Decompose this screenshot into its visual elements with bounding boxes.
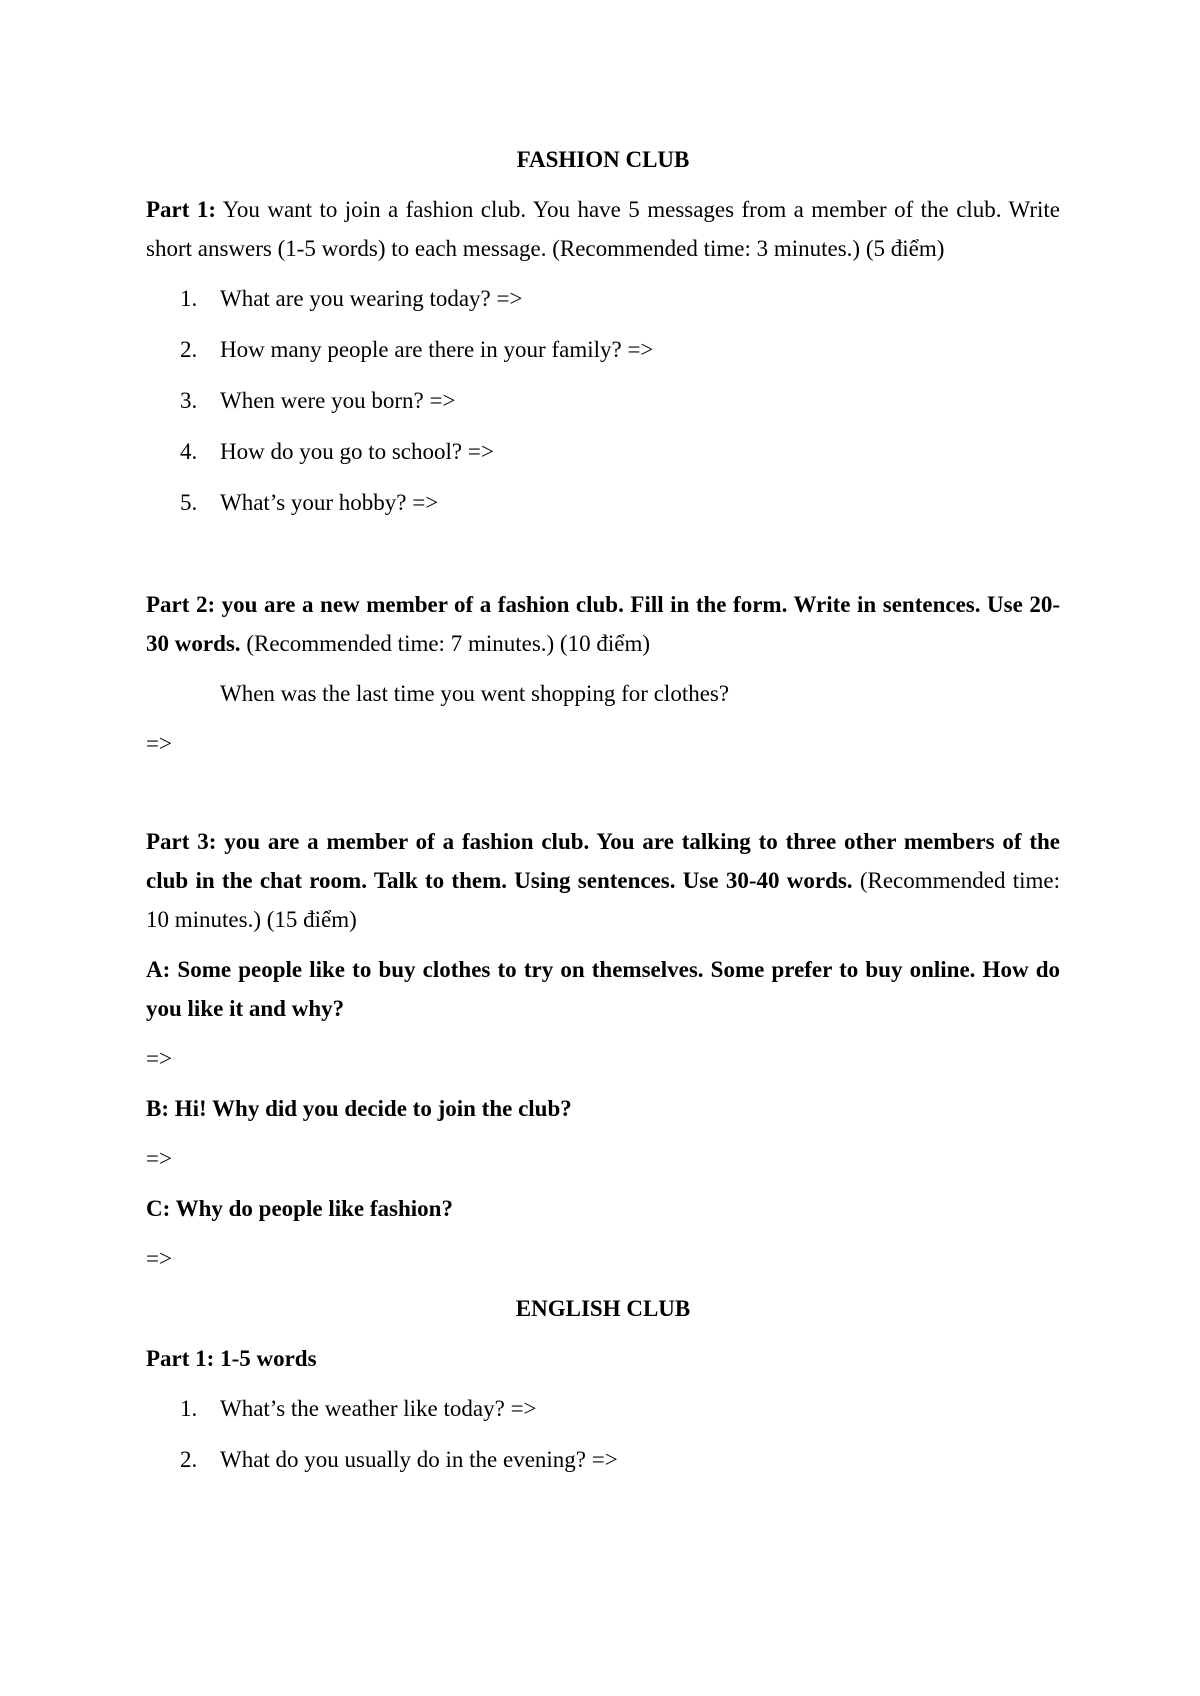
english-part1-label: Part 1: 1-5 words xyxy=(146,1346,317,1371)
fashion-part3-answer-a: => xyxy=(146,1046,172,1071)
question-number: 4. xyxy=(180,439,198,464)
document-page xyxy=(146,140,1060,1491)
fashion-part1-question-list xyxy=(146,279,1060,522)
list-item xyxy=(146,1440,1060,1479)
question-text: How many people are there in your family? => xyxy=(220,337,654,362)
fashion-part3-question-c: C: Why do people like fashion? xyxy=(146,1196,453,1221)
fashion-part2-bold: Part 2: you are a new member of a fashion club. Fill in the form. Write in sentences. Use 20-30 words. xyxy=(146,592,1060,656)
list-item xyxy=(146,483,1060,522)
fashion-part3-answer-b: => xyxy=(146,1146,172,1171)
question-number: 3. xyxy=(180,388,198,413)
question-number: 5. xyxy=(180,490,198,515)
fashion-part2-question: When was the last time you went shopping for clothes? xyxy=(220,681,730,706)
question-number: 1. xyxy=(180,1396,198,1421)
fashion-part3-question-b: B: Hi! Why did you decide to join the club? xyxy=(146,1096,572,1121)
spacer xyxy=(146,534,1060,585)
fashion-part2-instructions xyxy=(146,585,1060,663)
list-item xyxy=(146,1389,1060,1428)
fashion-part3-bold: Part 3: you are a member of a fashion club. You are talking to three other members of the club in the chat room. Talk to them. Using sentences. Use 30-40 words. xyxy=(146,829,1060,893)
question-number: 2. xyxy=(180,337,198,362)
question-text: What do you usually do in the evening? => xyxy=(220,1447,618,1472)
fashion-part2-normal: (Recommended time: 7 minutes.) (10 điểm) xyxy=(240,631,650,656)
fashion-part1-label: Part 1: xyxy=(146,197,217,222)
fashion-part1-instructions xyxy=(146,190,1060,268)
question-text: What’s your hobby? => xyxy=(220,490,439,515)
english-part1-question-list xyxy=(146,1389,1060,1479)
question-text: What are you wearing today? => xyxy=(220,286,523,311)
spacer xyxy=(146,774,1060,822)
question-number: 1. xyxy=(180,286,198,311)
question-text: When were you born? => xyxy=(220,388,456,413)
list-item xyxy=(146,330,1060,369)
fashion-club-title: FASHION CLUB xyxy=(516,147,690,172)
question-text: How do you go to school? => xyxy=(220,439,494,464)
list-item xyxy=(146,381,1060,420)
list-item xyxy=(146,279,1060,318)
fashion-part1-text: You want to join a fashion club. You have 5 messages from a member of the club. Write short answers (1-5 words) to each message. (Recommended time: 3 minutes.) (5 điểm) xyxy=(146,197,1060,261)
fashion-part2-answer: => xyxy=(146,731,172,756)
fashion-part3-answer-c: => xyxy=(146,1246,172,1271)
fashion-part3-question-a: A: Some people like to buy clothes to try on themselves. Some prefer to buy online. How do you like it and why? xyxy=(146,957,1060,1021)
english-club-title: ENGLISH CLUB xyxy=(515,1296,691,1321)
fashion-part3-instructions xyxy=(146,822,1060,939)
question-text: What’s the weather like today? => xyxy=(220,1396,537,1421)
fashion-part3-normal: (Recommended time: 10 minutes.) (15 điểm) xyxy=(146,868,1060,932)
question-number: 2. xyxy=(180,1447,198,1472)
list-item xyxy=(146,432,1060,471)
